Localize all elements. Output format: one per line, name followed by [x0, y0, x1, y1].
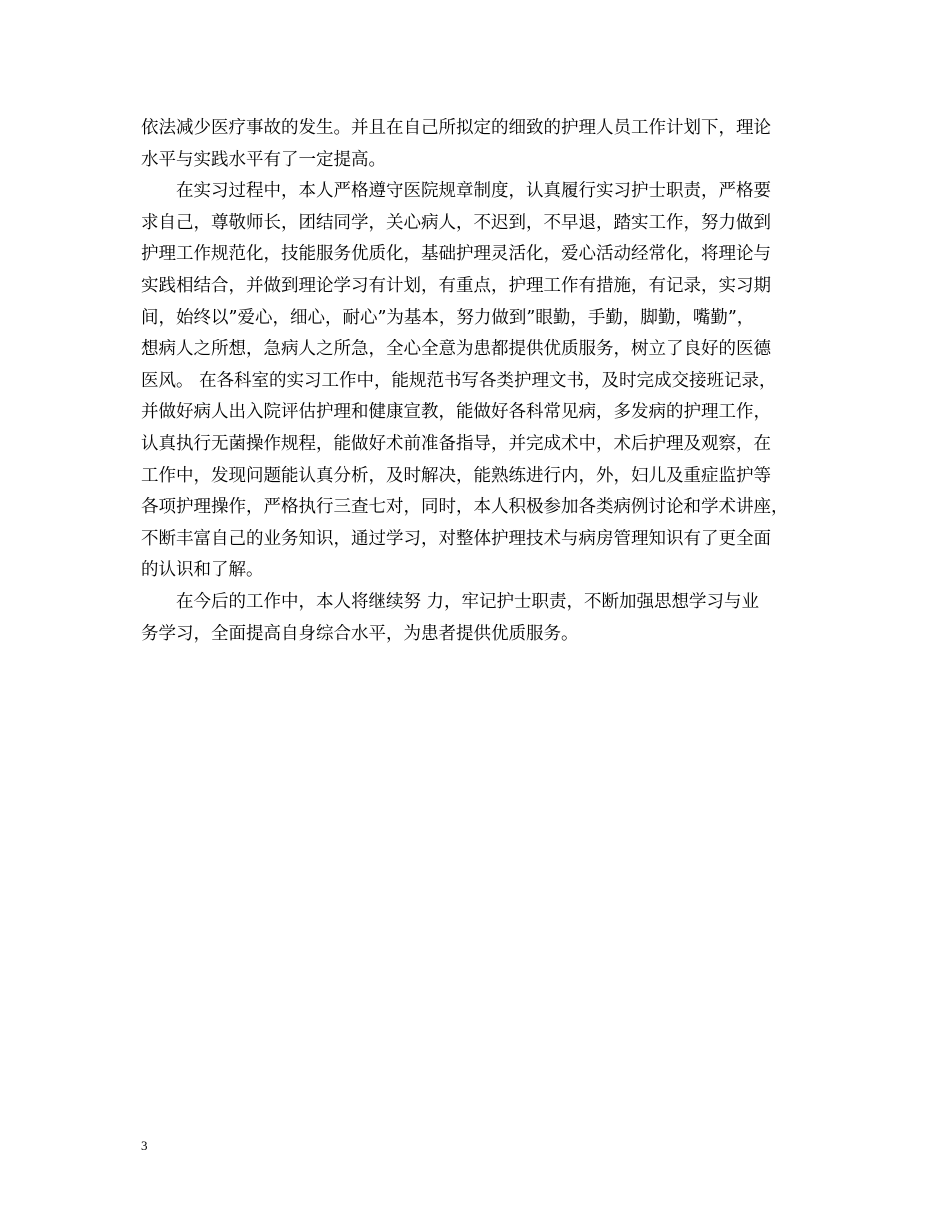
body-text	[141, 113, 821, 650]
text-line: 各项护理操作，严格执行三查七对，同时，本人积极参加各类病例讨论和学术讲座，	[141, 497, 789, 518]
text-line: 并做好病人出入院评估护理和健康宣教，能做好各科常见病，多发病的护理工作，	[141, 402, 771, 423]
text-line: 医风。 在各科室的实习工作中，能规范书写各类护理文书，及时完成交接班记录，	[141, 370, 777, 391]
text-line: 在实习过程中，本人严格遵守医院规章制度，认真履行实习护士职责，严格要	[141, 181, 771, 202]
text-line: 依法减少医疗事故的发生。并且在自己所拟定的细致的护理人员工作计划下，理论	[141, 118, 771, 138]
text-line: 认真执行无菌操作规程，能做好术前准备指导，并完成术中，术后护理及观察，在	[141, 433, 771, 454]
text-line: 工作中，发现问题能认真分析，及时解决，能熟练进行内，外，妇儿及重症监护等	[141, 465, 771, 486]
text-line: 间，始终以”爱心，细心，耐心”为基本，努力做到”眼勤，手勤，脚勤，嘴勤”，	[141, 307, 755, 328]
text-line: 求自己，尊敬师长，团结同学，关心病人，不迟到，不早退，踏实工作，努力做到	[141, 212, 771, 233]
text-line: 务学习，全面提高自身综合水平，为患者提供优质服务。	[141, 623, 579, 644]
text-line: 护理工作规范化，技能服务优质化，基础护理灵活化，爱心活动经常化，将理论与	[141, 244, 771, 265]
text-line: 的认识和了解。	[141, 560, 264, 581]
paragraph-1	[141, 113, 821, 176]
text-line: 想病人之所想，急病人之所急，全心全意为患都提供优质服务，树立了良好的医德	[141, 339, 771, 360]
text-line: 水平与实践水平有了一定提高。	[141, 149, 386, 170]
paragraph-2	[141, 176, 821, 587]
text-line: 不断丰富自己的业务知识，通过学习，对整体护理技术与病房管理知识有了更全面	[141, 528, 771, 549]
page-number: 3	[141, 1138, 148, 1153]
paragraph-3	[141, 587, 821, 650]
text-line: 实践相结合，并做到理论学习有计划，有重点，护理工作有措施，有记录，实习期	[141, 275, 771, 296]
text-line: 在今后的工作中，本人将继续努 力，牢记护士职责，不断加强思想学习与业	[141, 591, 760, 612]
